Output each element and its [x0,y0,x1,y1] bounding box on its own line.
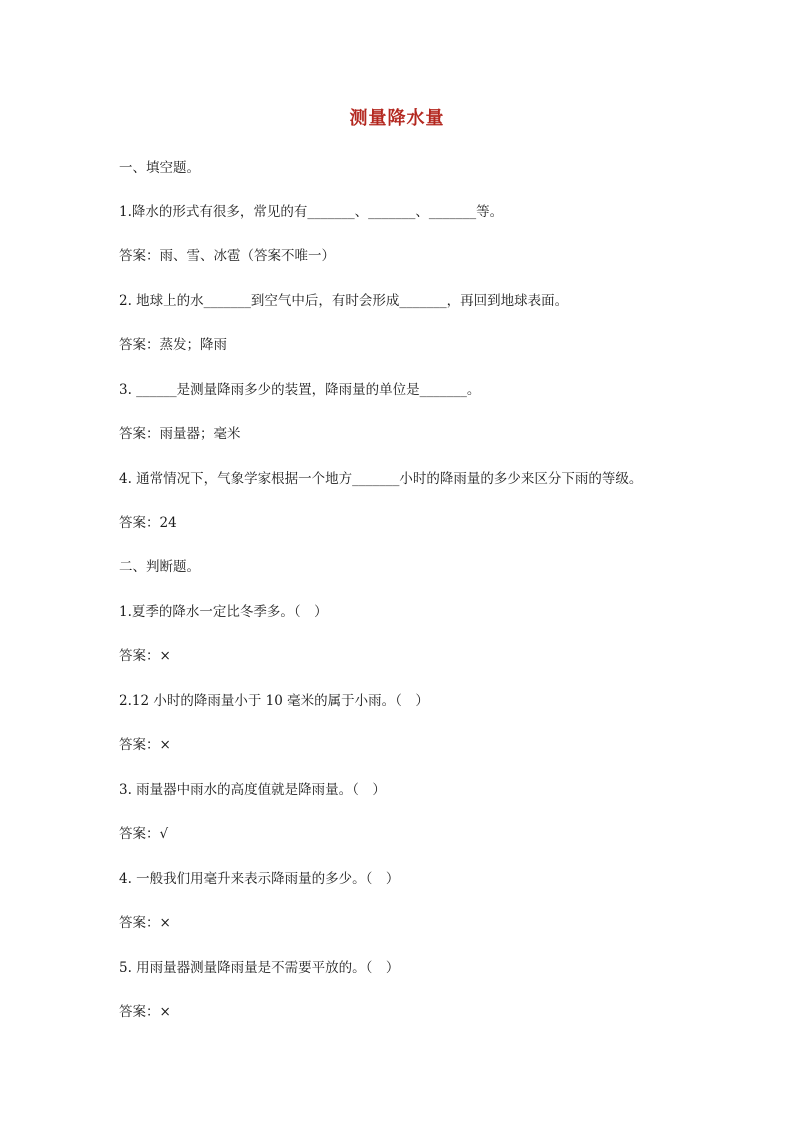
answer-line: 答案：× [119,737,171,753]
question-line: 2.12 小时的降雨量小于 10 毫米的属于小雨。（ ） [119,693,429,709]
question-line: 2. 地球上的水_______到空气中后，有时会形成_______，再回到地球表面。 [119,293,569,309]
question-line: 5. 用雨量器测量降雨量是不需要平放的。（ ） [119,960,400,976]
answer-line: 答案：24 [119,515,177,531]
answer-line: 答案：× [119,1004,171,1020]
section-heading-fill-in: 一、填空题。 [119,160,200,176]
answer-line: 答案：雨量器；毫米 [119,426,241,442]
answer-line: 答案：蒸发；降雨 [119,337,227,353]
document-title: 测量降水量 [349,108,445,129]
answer-line: 答案：√ [119,826,169,842]
question-line: 4. 通常情况下，气象学家根据一个地方_______小时的降雨量的多少来区分下雨的等级。 [119,471,643,487]
section-heading-true-false: 二、判断题。 [119,559,200,575]
question-line: 1.夏季的降水一定比冬季多。（ ） [119,604,328,620]
question-line: 3. ______是测量降雨多少的装置，降雨量的单位是_______。 [119,382,481,398]
answer-line: 答案：× [119,915,171,931]
question-line: 3. 雨量器中雨水的高度值就是降雨量。（ ） [119,782,386,798]
answer-line: 答案：× [119,648,171,664]
answer-line: 答案：雨、雪、冰雹（答案不唯一） [119,248,335,264]
question-line: 4. 一般我们用毫升来表示降雨量的多少。（ ） [119,871,400,887]
question-line: 1.降水的形式有很多，常见的有_______、_______、_______等。 [119,204,504,220]
